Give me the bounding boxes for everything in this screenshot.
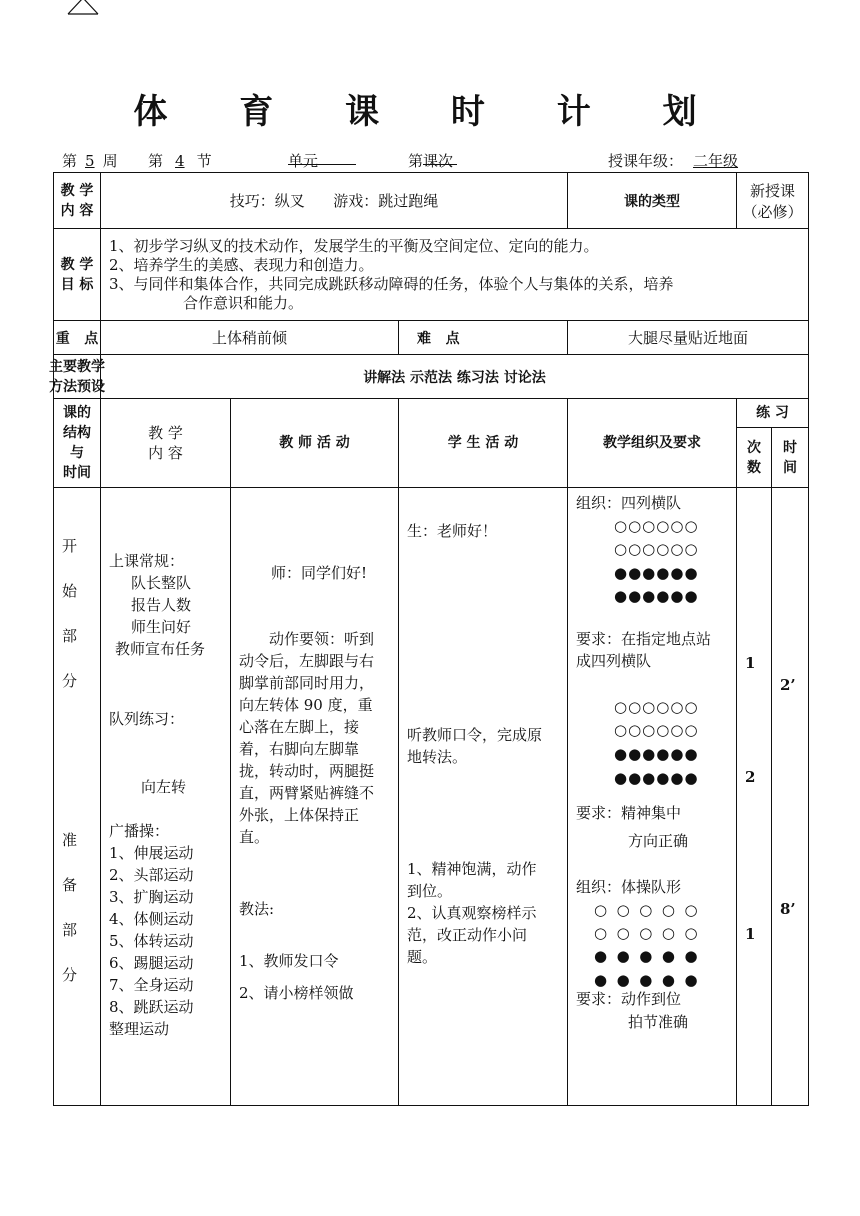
lesson-field xyxy=(148,150,212,171)
difficulty-value: 大腿尽量贴近地面 xyxy=(568,321,809,355)
grade-field xyxy=(608,150,738,171)
solid-row: ●●●●●● xyxy=(614,564,699,582)
student-exercise-line: 范，改正动作小问 xyxy=(407,926,528,944)
week-field xyxy=(62,150,118,171)
method-title: 教法: xyxy=(239,900,275,918)
method-item: 1、教师发口令 xyxy=(239,952,339,970)
lesson-type-value: 新授课（必修） xyxy=(737,173,809,229)
hollow-row: ○○○○○○ xyxy=(614,698,699,716)
corner-mark xyxy=(66,0,100,16)
student-exercise-line: 到位。 xyxy=(407,882,453,900)
week-prefix: 第 xyxy=(62,152,78,170)
student-exercise-line: 2、认真观察榜样示 xyxy=(407,904,537,922)
section-prep-char: 备 xyxy=(62,876,78,894)
org-requirement-1: 要求：在指定地点站 xyxy=(576,630,712,648)
grade-label: 授课年级： xyxy=(608,152,684,170)
method-label: 主要教学 方法预设 xyxy=(54,355,101,399)
col-duration-header: 时 间 xyxy=(772,428,809,488)
goal-item: 2、培养学生的美感、表现力和创造力。 xyxy=(109,255,374,274)
exercise-title: 广播操： xyxy=(109,822,170,840)
section-start-char: 分 xyxy=(62,672,78,690)
duration-value: 2’ xyxy=(780,676,796,694)
unit-blank xyxy=(288,150,356,165)
class-blank xyxy=(423,150,457,165)
teaching-goals-label: 教 学 目 标 xyxy=(54,229,101,321)
exercise-item: 6、踢腿运动 xyxy=(109,954,194,972)
col-student-header: 学 生 活 动 xyxy=(399,399,568,488)
hollow-row: ○○○○○○ xyxy=(614,540,699,558)
method-item: 2、请小榜样领做 xyxy=(239,984,354,1002)
essential-line: 动作要领：听到 xyxy=(269,630,375,648)
section-prep-char: 部 xyxy=(62,921,78,939)
org-requirement-1: 成四列横队 xyxy=(576,652,652,670)
org-requirement-3: 拍节准确 xyxy=(628,1013,689,1031)
essential-line: 心落在左脚上，接 xyxy=(239,718,360,736)
lesson-type-label: 课的类型 xyxy=(568,173,737,229)
teaching-content-label: 教 学 内 容 xyxy=(54,173,101,229)
content-cell xyxy=(101,488,231,1106)
solid-row: ●●●●●● xyxy=(614,587,699,605)
org-requirement-2: 要求：精神集中 xyxy=(576,804,682,822)
section-start-char: 部 xyxy=(62,627,78,645)
section-prep-char: 准 xyxy=(62,831,78,849)
teaching-content-value: 技巧：纵叉 游戏：跳过跑绳 xyxy=(101,173,568,229)
duration-value: 8’ xyxy=(780,900,796,918)
page-title: 体 育 课 时 计 划 xyxy=(133,92,727,132)
section-prep-char: 分 xyxy=(62,966,78,984)
times-value: 1 xyxy=(745,925,756,943)
lesson-meta xyxy=(62,150,808,172)
lesson-suffix: 节 xyxy=(196,152,212,170)
col-practice-header: 练 习 xyxy=(737,399,809,428)
routine-title: 上课常规： xyxy=(109,552,185,570)
solid-row: ●●●●●● xyxy=(614,769,699,787)
solid-row-wide: ● ● ● ● ● xyxy=(594,947,698,965)
routine-item: 师生问好 xyxy=(131,618,192,636)
exercise-item: 7、全身运动 xyxy=(109,976,194,994)
routine-item: 教师宣布任务 xyxy=(115,640,206,658)
col-teacher-header: 教 师 活 动 xyxy=(231,399,399,488)
goal-item: 3、与同伴和集体合作，共同完成跳跃移动障碍的任务，体验个人与集体的关系，培养 xyxy=(109,274,674,293)
key-point-value: 上体稍前倾 xyxy=(101,321,399,355)
goal-item: 合作意识和能力。 xyxy=(183,293,304,312)
essential-line: 着，右脚向左脚靠 xyxy=(239,740,360,758)
exercise-item: 2、头部运动 xyxy=(109,866,194,884)
essential-line: 拢，转动时，两腿挺 xyxy=(239,762,375,780)
essential-line: 动令后，左脚跟与右 xyxy=(239,652,375,670)
solid-row-wide: ● ● ● ● ● xyxy=(594,971,698,989)
solid-row: ●●●●●● xyxy=(614,745,699,763)
teacher-activity-cell xyxy=(231,488,399,1106)
class-field xyxy=(408,150,453,171)
student-exercise-line: 题。 xyxy=(407,948,438,966)
col-org-header: 教学组织及要求 xyxy=(568,399,737,488)
times-cell xyxy=(737,488,772,1106)
exercise-item: 1、伸展运动 xyxy=(109,844,194,862)
col-structure-header: 课的 结构 与 时间 xyxy=(54,399,101,488)
student-greeting: 生：老师好！ xyxy=(407,522,498,540)
section-start-char: 始 xyxy=(62,582,78,600)
lesson-value: 4 xyxy=(175,152,185,170)
lesson-prefix: 第 xyxy=(148,152,164,170)
exercise-item: 整理运动 xyxy=(109,1020,170,1038)
teaching-goals xyxy=(101,229,809,321)
organization-cell xyxy=(568,488,737,1106)
unit-suffix: 单元 xyxy=(288,152,319,170)
hollow-row: ○○○○○○ xyxy=(614,721,699,739)
class-suffix: 课次 xyxy=(423,152,454,170)
org-formation-1: 组织：四列横队 xyxy=(576,494,682,512)
exercise-item: 8、跳跃运动 xyxy=(109,998,194,1016)
hollow-row: ○○○○○○ xyxy=(614,517,699,535)
method-value: 讲解法 示范法 练习法 讨论法 xyxy=(101,355,809,399)
student-exercise-line: 1、精神饱满，动作 xyxy=(407,860,537,878)
org-formation-2: 组织：体操队形 xyxy=(576,878,682,896)
exercise-item: 4、体侧运动 xyxy=(109,910,194,928)
routine-item: 报告人数 xyxy=(131,596,192,614)
routine-item: 队长整队 xyxy=(131,574,192,592)
week-suffix: 周 xyxy=(102,152,118,170)
student-activity-cell xyxy=(399,488,568,1106)
key-point-label: 重 点 xyxy=(54,321,101,355)
section-start-char: 开 xyxy=(62,537,78,555)
org-requirement-3: 要求：动作到位 xyxy=(576,990,682,1008)
col-content-header: 教 学 内 容 xyxy=(101,399,231,488)
unit-field xyxy=(288,150,318,171)
org-requirement-2: 方向正确 xyxy=(628,832,689,850)
times-value: 1 xyxy=(745,654,756,672)
hollow-row-wide: ○ ○ ○ ○ ○ xyxy=(594,901,698,919)
essential-line: 直。 xyxy=(239,828,270,846)
hollow-row-wide: ○ ○ ○ ○ ○ xyxy=(594,924,698,942)
difficulty-label: 难 点 xyxy=(399,321,568,355)
essential-line: 向左转体 90 度，重 xyxy=(239,696,373,714)
essential-line: 直，两臂紧贴裤缝不 xyxy=(239,784,375,802)
times-value: 2 xyxy=(745,768,756,786)
teacher-greeting: 师：同学们好! xyxy=(271,564,368,582)
col-times-header: 次 数 xyxy=(737,428,772,488)
exercise-item: 3、扩胸运动 xyxy=(109,888,194,906)
week-value: 5 xyxy=(85,152,95,170)
student-drill-line: 听教师口令，完成原 xyxy=(407,726,543,744)
essential-line: 外张，上体保持正 xyxy=(239,806,360,824)
essential-line: 脚掌前部同时用力， xyxy=(239,674,375,692)
drill-title: 队列练习： xyxy=(109,710,185,728)
exercise-item: 5、体转运动 xyxy=(109,932,194,950)
class-prefix: 第 xyxy=(408,152,424,170)
structure-cell xyxy=(54,488,101,1106)
duration-cell xyxy=(772,488,809,1106)
goal-item: 1、初步学习纵叉的技术动作，发展学生的平衡及空间定位、定向的能力。 xyxy=(109,236,599,255)
grade-value: 二年级 xyxy=(693,152,739,170)
drill-item: 向左转 xyxy=(141,778,187,796)
lesson-plan-table xyxy=(49,172,809,1106)
student-drill-line: 地转法。 xyxy=(407,748,468,766)
